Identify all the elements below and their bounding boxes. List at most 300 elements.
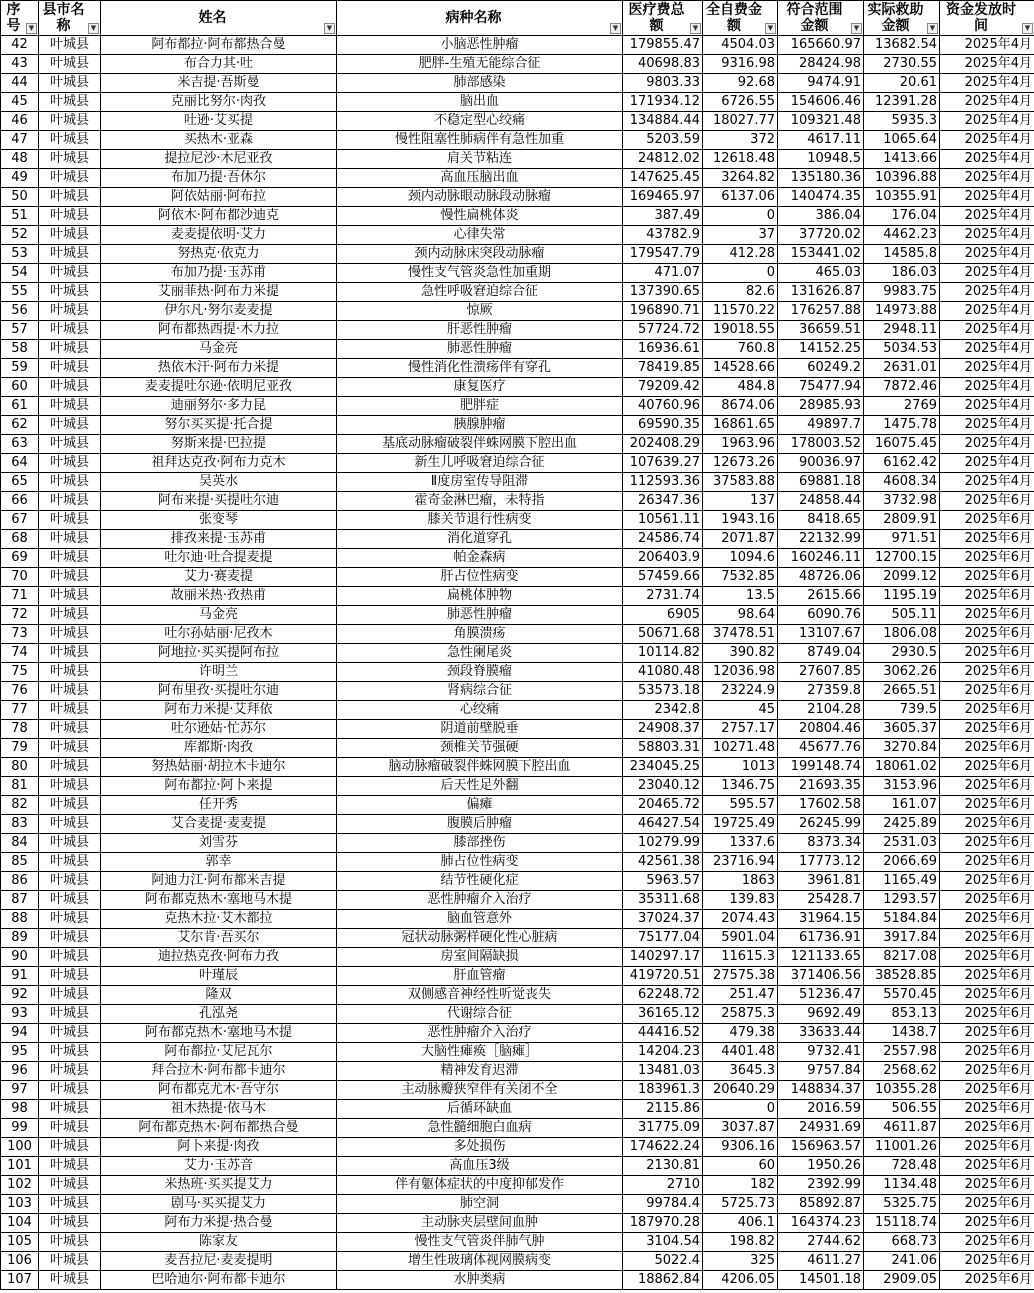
cell-total-cost: 6905: [623, 606, 703, 625]
table-row: [1, 1138, 1034, 1157]
cell-county: 叶城县: [39, 55, 101, 74]
cell-eligible: 8373.34: [778, 834, 864, 853]
cell-eligible: 2392.99: [778, 1176, 864, 1195]
cell-eligible: 154606.46: [778, 93, 864, 112]
cell-date: 2025年4月: [940, 207, 1034, 226]
cell-relief: 2568.62: [864, 1062, 940, 1081]
table-row: [1, 606, 1034, 625]
cell-relief: 2769: [864, 397, 940, 416]
cell-name: 布加乃提·吾休尔: [101, 169, 337, 188]
dropdown-arrow-icon[interactable]: ▼: [927, 23, 938, 34]
cell-index: 82: [1, 796, 39, 815]
cell-disease: 颈内动脉床突段动脉瘤: [337, 245, 623, 264]
cell-relief: 505.11: [864, 606, 940, 625]
cell-total-cost: 3104.54: [623, 1233, 703, 1252]
cell-total-cost: 53573.18: [623, 682, 703, 701]
cell-eligible: 26245.99: [778, 815, 864, 834]
cell-self-pay: 1094.6: [703, 549, 778, 568]
cell-eligible: 178003.52: [778, 435, 864, 454]
cell-county: 叶城县: [39, 226, 101, 245]
cell-self-pay: 406.1: [703, 1214, 778, 1233]
cell-total-cost: 183961.3: [623, 1081, 703, 1100]
cell-index: 54: [1, 264, 39, 283]
cell-total-cost: 78419.85: [623, 359, 703, 378]
cell-total-cost: 10114.82: [623, 644, 703, 663]
cell-total-cost: 234045.25: [623, 758, 703, 777]
cell-index: 71: [1, 587, 39, 606]
cell-disease: 脑出血: [337, 93, 623, 112]
cell-date: 2025年6月: [940, 606, 1034, 625]
cell-date: 2025年6月: [940, 492, 1034, 511]
cell-date: 2025年6月: [940, 1214, 1034, 1233]
cell-index: 74: [1, 644, 39, 663]
cell-self-pay: 479.38: [703, 1024, 778, 1043]
cell-date: 2025年6月: [940, 758, 1034, 777]
cell-county: 叶城县: [39, 872, 101, 891]
cell-county: 叶城县: [39, 701, 101, 720]
cell-name: 祖拜达克孜·阿布力克木: [101, 454, 337, 473]
cell-county: 叶城县: [39, 340, 101, 359]
table-row: [1, 929, 1034, 948]
cell-county: 叶城县: [39, 625, 101, 644]
cell-disease: 急性阑尾炎: [337, 644, 623, 663]
cell-self-pay: 2074.43: [703, 910, 778, 929]
cell-county: 叶城县: [39, 1157, 101, 1176]
cell-disease: 肥胖-生殖无能综合征: [337, 55, 623, 74]
cell-name: 张变琴: [101, 511, 337, 530]
cell-disease: 帕金森病: [337, 549, 623, 568]
cell-date: 2025年6月: [940, 568, 1034, 587]
cell-county: 叶城县: [39, 910, 101, 929]
cell-name: 阿地拉·买买提阿布拉: [101, 644, 337, 663]
cell-disease: 急性呼吸窘迫综合征: [337, 283, 623, 302]
cell-relief: 4608.34: [864, 473, 940, 492]
cell-self-pay: 198.82: [703, 1233, 778, 1252]
cell-eligible: 28985.93: [778, 397, 864, 416]
cell-date: 2025年4月: [940, 321, 1034, 340]
cell-self-pay: 412.28: [703, 245, 778, 264]
cell-date: 2025年4月: [940, 435, 1034, 454]
cell-index: 95: [1, 1043, 39, 1062]
cell-self-pay: 139.83: [703, 891, 778, 910]
cell-disease: 大脑性瘫痪［脑瘫］: [337, 1043, 623, 1062]
cell-name: 阿布都克热木·阿布都热合曼: [101, 1119, 337, 1138]
cell-county: 叶城县: [39, 1138, 101, 1157]
cell-self-pay: 137: [703, 492, 778, 511]
cell-name: 阿依姑丽·阿布拉: [101, 188, 337, 207]
cell-county: 叶城县: [39, 1024, 101, 1043]
cell-relief: 4611.87: [864, 1119, 940, 1138]
cell-self-pay: 760.8: [703, 340, 778, 359]
cell-relief: 853.13: [864, 1005, 940, 1024]
table-row: [1, 1252, 1034, 1271]
cell-self-pay: 20640.29: [703, 1081, 778, 1100]
cell-total-cost: 179547.79: [623, 245, 703, 264]
cell-relief: 2809.91: [864, 511, 940, 530]
cell-date: 2025年6月: [940, 834, 1034, 853]
cell-relief: 15118.74: [864, 1214, 940, 1233]
cell-date: 2025年6月: [940, 815, 1034, 834]
cell-total-cost: 187970.28: [623, 1214, 703, 1233]
cell-index: 49: [1, 169, 39, 188]
cell-date: 2025年6月: [940, 1157, 1034, 1176]
cell-name: 艾尔肯·吾买尔: [101, 929, 337, 948]
cell-disease: 颈段脊膜瘤: [337, 663, 623, 682]
cell-self-pay: 7532.85: [703, 568, 778, 587]
cell-disease: 慢性支气管炎伴肺气肿: [337, 1233, 623, 1252]
table-row: [1, 625, 1034, 644]
cell-date: 2025年6月: [940, 663, 1034, 682]
cell-eligible: 2104.28: [778, 701, 864, 720]
cell-disease: 肺空洞: [337, 1195, 623, 1214]
cell-self-pay: 37478.51: [703, 625, 778, 644]
cell-county: 叶城县: [39, 1195, 101, 1214]
cell-self-pay: 12618.48: [703, 150, 778, 169]
cell-self-pay: 1337.6: [703, 834, 778, 853]
cell-relief: 2730.55: [864, 55, 940, 74]
cell-county: 叶城县: [39, 758, 101, 777]
cell-relief: 4462.23: [864, 226, 940, 245]
dropdown-arrow-icon[interactable]: ▼: [610, 23, 621, 34]
table-row: [1, 340, 1034, 359]
cell-self-pay: 251.47: [703, 986, 778, 1005]
cell-name: 热依木汗·阿布力米提: [101, 359, 337, 378]
cell-index: 50: [1, 188, 39, 207]
cell-name: 买热木·亚森: [101, 131, 337, 150]
cell-county: 叶城县: [39, 93, 101, 112]
col-header-date: [940, 1, 1034, 36]
cell-name: 阿布里孜·买提吐尔迪: [101, 682, 337, 701]
cell-index: 55: [1, 283, 39, 302]
table-row: [1, 758, 1034, 777]
cell-disease: 主动脉瓣狭窄伴有关闭不全: [337, 1081, 623, 1100]
cell-county: 叶城县: [39, 454, 101, 473]
cell-self-pay: 484.8: [703, 378, 778, 397]
dropdown-arrow-icon[interactable]: ▼: [324, 23, 335, 34]
cell-index: 99: [1, 1119, 39, 1138]
cell-disease: 急性髓细胞白血病: [337, 1119, 623, 1138]
cell-self-pay: 0: [703, 207, 778, 226]
cell-total-cost: 99784.4: [623, 1195, 703, 1214]
cell-county: 叶城县: [39, 321, 101, 340]
cell-relief: 8217.08: [864, 948, 940, 967]
cell-total-cost: 24908.37: [623, 720, 703, 739]
cell-name: 阿迪力江·阿布都米吉提: [101, 872, 337, 891]
cell-disease: 消化道穿孔: [337, 530, 623, 549]
dropdown-arrow-icon[interactable]: ▼: [765, 23, 776, 34]
cell-disease: 肝血管瘤: [337, 967, 623, 986]
cell-date: 2025年6月: [940, 1062, 1034, 1081]
cell-county: 叶城县: [39, 986, 101, 1005]
header-label: 实际救助金额: [867, 2, 924, 34]
cell-disease: 伴有躯体症状的中度抑郁发作: [337, 1176, 623, 1195]
cell-name: 米吉提·吾斯曼: [101, 74, 337, 93]
table-row: [1, 568, 1034, 587]
cell-index: 80: [1, 758, 39, 777]
cell-disease: 恶性肿瘤介入治疗: [337, 891, 623, 910]
cell-total-cost: 24812.02: [623, 150, 703, 169]
cell-eligible: 9474.91: [778, 74, 864, 93]
cell-date: 2025年6月: [940, 891, 1034, 910]
cell-disease: 结节性硬化症: [337, 872, 623, 891]
cell-total-cost: 13481.03: [623, 1062, 703, 1081]
cell-total-cost: 44416.52: [623, 1024, 703, 1043]
cell-total-cost: 169465.97: [623, 188, 703, 207]
cell-total-cost: 18862.84: [623, 1271, 703, 1290]
cell-disease: 角膜溃疡: [337, 625, 623, 644]
cell-relief: 5325.75: [864, 1195, 940, 1214]
cell-date: 2025年6月: [940, 777, 1034, 796]
cell-disease: 小脑恶性肿瘤: [337, 36, 623, 55]
cell-index: 59: [1, 359, 39, 378]
filter-active-icon[interactable]: ▼: [1022, 23, 1033, 34]
cell-name: 阿布都拉·艾尼瓦尔: [101, 1043, 337, 1062]
cell-total-cost: 10561.11: [623, 511, 703, 530]
cell-relief: 2099.12: [864, 568, 940, 587]
header-label: 符合范围金额: [786, 2, 843, 34]
cell-disease: 偏瘫: [337, 796, 623, 815]
cell-county: 叶城县: [39, 1271, 101, 1290]
cell-relief: 2665.51: [864, 682, 940, 701]
cell-name: 吐尔逊姑·忙苏尔: [101, 720, 337, 739]
dropdown-arrow-icon[interactable]: ▼: [690, 23, 701, 34]
cell-eligible: 20804.46: [778, 720, 864, 739]
cell-county: 叶城县: [39, 606, 101, 625]
cell-self-pay: 5901.04: [703, 929, 778, 948]
table-row: [1, 1005, 1034, 1024]
cell-disease: 新生儿呼吸窘迫综合征: [337, 454, 623, 473]
cell-relief: 506.55: [864, 1100, 940, 1119]
cell-disease: 肺恶性肿瘤: [337, 606, 623, 625]
cell-eligible: 90036.97: [778, 454, 864, 473]
cell-name: 马金亮: [101, 606, 337, 625]
table-row: [1, 720, 1034, 739]
cell-eligible: 75477.94: [778, 378, 864, 397]
cell-index: 104: [1, 1214, 39, 1233]
cell-disease: 心绞痛: [337, 701, 623, 720]
cell-disease: 肺恶性肿瘤: [337, 340, 623, 359]
cell-relief: 7872.46: [864, 378, 940, 397]
cell-disease: 代谢综合征: [337, 1005, 623, 1024]
cell-eligible: 24858.44: [778, 492, 864, 511]
cell-self-pay: 45: [703, 701, 778, 720]
cell-index: 83: [1, 815, 39, 834]
cell-relief: 2425.89: [864, 815, 940, 834]
cell-self-pay: 98.64: [703, 606, 778, 625]
cell-date: 2025年6月: [940, 872, 1034, 891]
cell-relief: 5935.3: [864, 112, 940, 131]
cell-index: 70: [1, 568, 39, 587]
cell-disease: 后循环缺血: [337, 1100, 623, 1119]
cell-self-pay: 3264.82: [703, 169, 778, 188]
cell-disease: 房室间隔缺损: [337, 948, 623, 967]
table-row: [1, 644, 1034, 663]
cell-index: 89: [1, 929, 39, 948]
cell-county: 叶城县: [39, 245, 101, 264]
cell-relief: 2557.98: [864, 1043, 940, 1062]
cell-name: 叶瑾辰: [101, 967, 337, 986]
cell-index: 79: [1, 739, 39, 758]
cell-county: 叶城县: [39, 967, 101, 986]
cell-name: 巴哈迪尔·阿布都卡迪尔: [101, 1271, 337, 1290]
table-row: [1, 872, 1034, 891]
cell-relief: 14973.88: [864, 302, 940, 321]
cell-relief: 9983.75: [864, 283, 940, 302]
col-header-relief: [864, 1, 940, 36]
table-row: [1, 986, 1034, 1005]
cell-date: 2025年6月: [940, 644, 1034, 663]
cell-county: 叶城县: [39, 416, 101, 435]
cell-self-pay: 3037.87: [703, 1119, 778, 1138]
cell-disease: 水肿类病: [337, 1271, 623, 1290]
cell-total-cost: 137390.65: [623, 283, 703, 302]
table-row: [1, 112, 1034, 131]
cell-eligible: 27607.85: [778, 663, 864, 682]
cell-index: 52: [1, 226, 39, 245]
cell-total-cost: 202408.29: [623, 435, 703, 454]
cell-disease: 增生性玻璃体视网膜病变: [337, 1252, 623, 1271]
table-row: [1, 834, 1034, 853]
cell-eligible: 37720.02: [778, 226, 864, 245]
cell-total-cost: 37024.37: [623, 910, 703, 929]
cell-date: 2025年4月: [940, 131, 1034, 150]
cell-total-cost: 58803.31: [623, 739, 703, 758]
cell-disease: 慢性扁桃体炎: [337, 207, 623, 226]
cell-disease: 阴道前壁脱垂: [337, 720, 623, 739]
dropdown-arrow-icon[interactable]: ▼: [851, 23, 862, 34]
cell-county: 叶城县: [39, 853, 101, 872]
cell-eligible: 27359.8: [778, 682, 864, 701]
table-row: [1, 511, 1034, 530]
table-row: [1, 131, 1034, 150]
cell-date: 2025年6月: [940, 1176, 1034, 1195]
cell-self-pay: 12673.26: [703, 454, 778, 473]
cell-relief: 12391.28: [864, 93, 940, 112]
cell-eligible: 121133.65: [778, 948, 864, 967]
cell-self-pay: 11570.22: [703, 302, 778, 321]
cell-date: 2025年6月: [940, 967, 1034, 986]
cell-total-cost: 57459.66: [623, 568, 703, 587]
table-row: [1, 397, 1034, 416]
cell-name: 故丽米热·孜热甫: [101, 587, 337, 606]
cell-self-pay: 9306.16: [703, 1138, 778, 1157]
cell-county: 叶城县: [39, 1062, 101, 1081]
cell-disease: 冠状动脉粥样硬化性心脏病: [337, 929, 623, 948]
cell-date: 2025年6月: [940, 587, 1034, 606]
cell-date: 2025年4月: [940, 169, 1034, 188]
cell-index: 101: [1, 1157, 39, 1176]
cell-total-cost: 57724.72: [623, 321, 703, 340]
header-label: 序号: [6, 2, 21, 34]
cell-disease: 慢性支气管炎急性加重期: [337, 264, 623, 283]
table-row: [1, 245, 1034, 264]
cell-date: 2025年4月: [940, 416, 1034, 435]
cell-date: 2025年6月: [940, 1252, 1034, 1271]
cell-county: 叶城县: [39, 948, 101, 967]
cell-eligible: 14152.25: [778, 340, 864, 359]
cell-index: 48: [1, 150, 39, 169]
cell-date: 2025年4月: [940, 264, 1034, 283]
cell-disease: 肝恶性肿瘤: [337, 321, 623, 340]
cell-date: 2025年4月: [940, 283, 1034, 302]
cell-total-cost: 134884.44: [623, 112, 703, 131]
cell-self-pay: 14528.66: [703, 359, 778, 378]
cell-self-pay: 23716.94: [703, 853, 778, 872]
table-row: [1, 796, 1034, 815]
cell-total-cost: 23040.12: [623, 777, 703, 796]
cell-index: 69: [1, 549, 39, 568]
cell-eligible: 156963.57: [778, 1138, 864, 1157]
cell-date: 2025年6月: [940, 625, 1034, 644]
cell-total-cost: 20465.72: [623, 796, 703, 815]
cell-county: 叶城县: [39, 473, 101, 492]
cell-total-cost: 36165.12: [623, 1005, 703, 1024]
cell-date: 2025年4月: [940, 226, 1034, 245]
cell-self-pay: 6137.06: [703, 188, 778, 207]
table-row: [1, 1100, 1034, 1119]
cell-total-cost: 10279.99: [623, 834, 703, 853]
table-row: [1, 853, 1034, 872]
cell-relief: 10355.28: [864, 1081, 940, 1100]
table-row: [1, 454, 1034, 473]
cell-relief: 12700.15: [864, 549, 940, 568]
cell-date: 2025年6月: [940, 1195, 1034, 1214]
cell-county: 叶城县: [39, 720, 101, 739]
cell-index: 53: [1, 245, 39, 264]
cell-name: 提拉尼沙·木尼亚孜: [101, 150, 337, 169]
cell-eligible: 85892.87: [778, 1195, 864, 1214]
cell-name: 阿依木·阿布都沙迪克: [101, 207, 337, 226]
cell-self-pay: 0: [703, 1100, 778, 1119]
cell-eligible: 2615.66: [778, 587, 864, 606]
cell-name: 努斯来提·巴拉提: [101, 435, 337, 454]
cell-index: 85: [1, 853, 39, 872]
cell-county: 叶城县: [39, 207, 101, 226]
cell-self-pay: 4206.05: [703, 1271, 778, 1290]
cell-name: 剧马·买买提艾力: [101, 1195, 337, 1214]
cell-total-cost: 14204.23: [623, 1043, 703, 1062]
cell-relief: 1475.78: [864, 416, 940, 435]
dropdown-arrow-icon[interactable]: ▼: [26, 23, 37, 34]
cell-index: 105: [1, 1233, 39, 1252]
cell-index: 43: [1, 55, 39, 74]
dropdown-arrow-icon[interactable]: ▼: [88, 23, 99, 34]
cell-index: 97: [1, 1081, 39, 1100]
cell-county: 叶城县: [39, 929, 101, 948]
cell-total-cost: 42561.38: [623, 853, 703, 872]
cell-date: 2025年4月: [940, 397, 1034, 416]
cell-date: 2025年6月: [940, 1233, 1034, 1252]
cell-county: 叶城县: [39, 1252, 101, 1271]
cell-eligible: 164374.23: [778, 1214, 864, 1233]
cell-date: 2025年4月: [940, 188, 1034, 207]
cell-county: 叶城县: [39, 587, 101, 606]
cell-total-cost: 26347.36: [623, 492, 703, 511]
cell-eligible: 25428.7: [778, 891, 864, 910]
cell-relief: 668.73: [864, 1233, 940, 1252]
cell-total-cost: 471.07: [623, 264, 703, 283]
table-row: [1, 1024, 1034, 1043]
header-label: 姓名: [198, 10, 227, 26]
cell-eligible: 33633.44: [778, 1024, 864, 1043]
cell-county: 叶城县: [39, 511, 101, 530]
cell-eligible: 199148.74: [778, 758, 864, 777]
cell-eligible: 4617.11: [778, 131, 864, 150]
cell-self-pay: 8674.06: [703, 397, 778, 416]
cell-total-cost: 206403.9: [623, 549, 703, 568]
cell-eligible: 4611.27: [778, 1252, 864, 1271]
cell-county: 叶城县: [39, 492, 101, 511]
